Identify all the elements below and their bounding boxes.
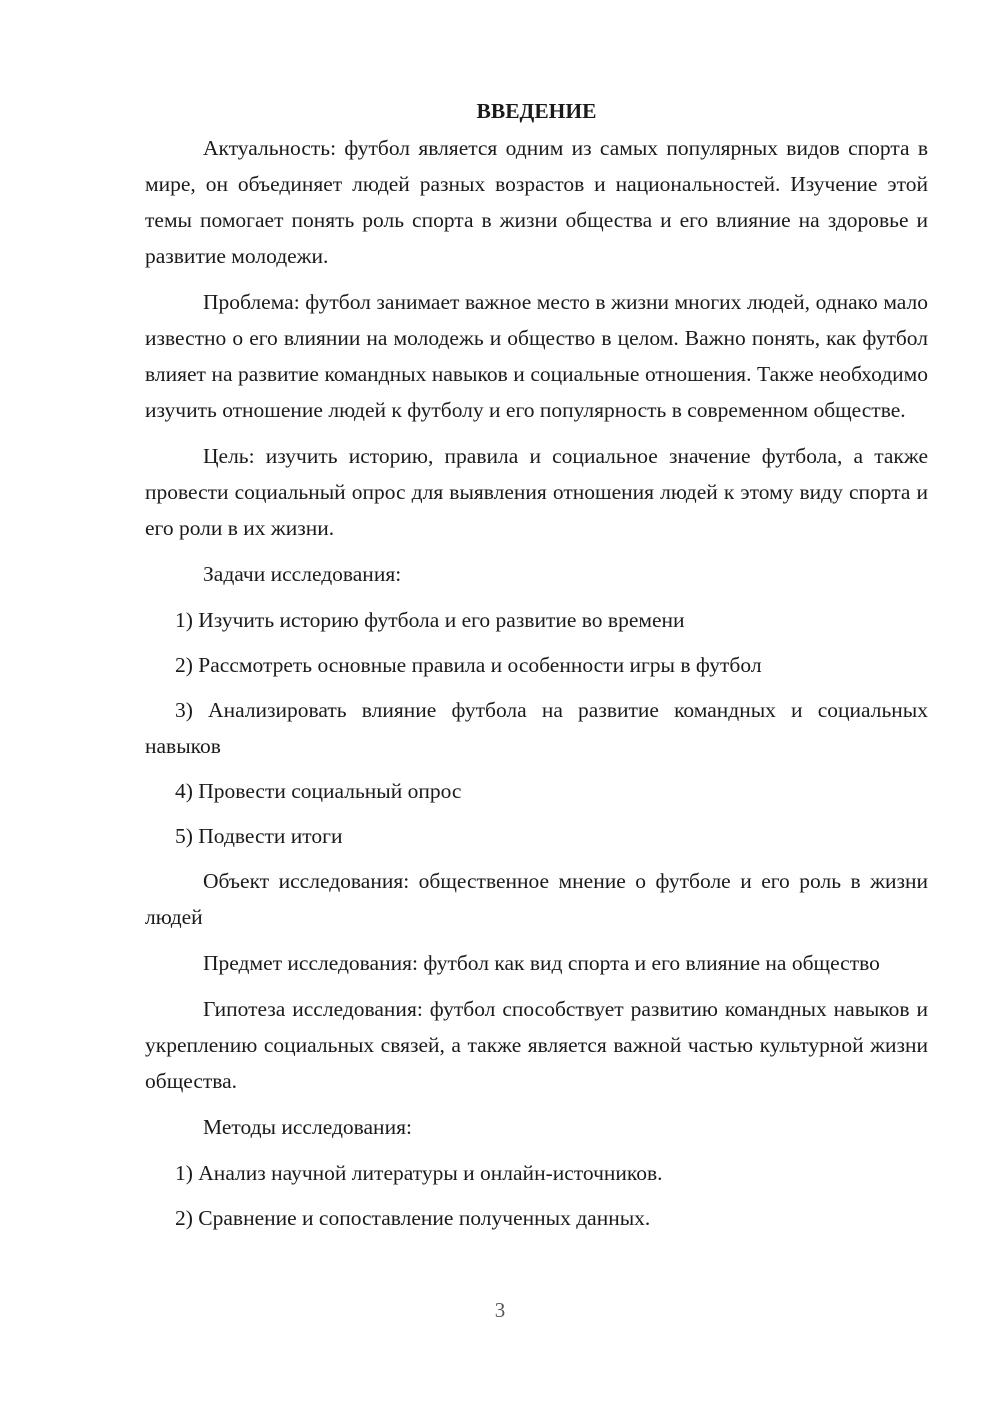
goal-paragraph: Цель: изучить историю, правила и социальное значение футбола, а также провести социальный опрос для выявления отношения людей к этому виду спорта и его роли в их жизни. bbox=[145, 444, 928, 540]
task-item: 2) Рассмотреть основные правила и особенности игры в футбол bbox=[175, 653, 762, 677]
page-content bbox=[145, 96, 928, 1245]
methods-title: Методы исследования: bbox=[203, 1115, 412, 1139]
task-item: 3) Анализировать влияние футбола на развитие командных и социальных навыков bbox=[145, 698, 928, 758]
tasks-title: Задачи исследования: bbox=[203, 562, 402, 586]
task-item: 4) Провести социальный опрос bbox=[175, 779, 462, 803]
task-item: 1) Изучить историю футбола и его развитие во времени bbox=[175, 608, 685, 632]
hypothesis-paragraph: Гипотеза исследования: футбол способствует развитию командных навыков и укреплению социальных связей, а также является важной частью культурной жизни общества. bbox=[145, 997, 928, 1093]
problem-paragraph: Проблема: футбол занимает важное место в жизни многих людей, однако мало известно о его влиянии на молодежь и общество в целом. Важно понять, как футбол влияет на развитие командных навыков и социальные отношения. Также необходимо изучить отношение людей к футболу и его популярность в современном обществе. bbox=[145, 290, 928, 422]
object-paragraph: Объект исследования: общественное мнение о футболе и его роль в жизни людей bbox=[145, 869, 928, 929]
page-number: 3 bbox=[494, 1298, 506, 1322]
method-item: 2) Сравнение и сопоставление полученных данных. bbox=[175, 1206, 651, 1230]
method-item: 1) Анализ научной литературы и онлайн-источников. bbox=[175, 1161, 663, 1185]
task-item: 5) Подвести итоги bbox=[175, 824, 343, 848]
relevance-paragraph: Актуальность: футбол является одним из самых популярных видов спорта в мире, он объединяет людей разных возрастов и национальностей. Изучение этой темы помогает понять роль спорта в жизни общества и его влияние на здоровье и развитие молодежи. bbox=[145, 136, 928, 268]
section-heading: ВВЕДЕНИЕ bbox=[476, 99, 597, 123]
subject-paragraph: Предмет исследования: футбол как вид спорта и его влияние на общество bbox=[203, 951, 880, 975]
